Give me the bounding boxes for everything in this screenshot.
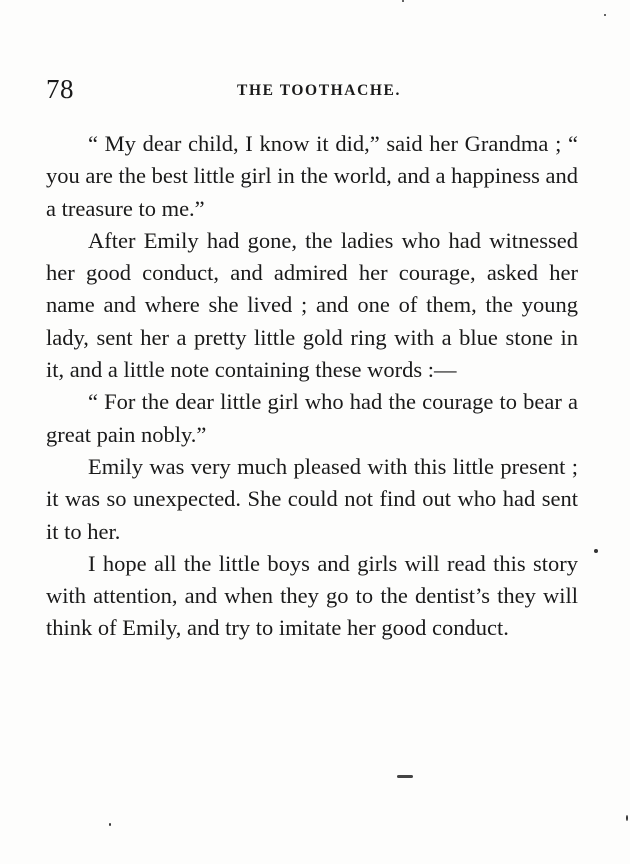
page-number: 78 [46, 74, 74, 104]
ink-speck [109, 823, 111, 826]
ink-speck [626, 815, 628, 821]
ink-speck [594, 549, 598, 553]
running-head [46, 70, 582, 110]
running-title: THE TOOTHACHE. [237, 82, 401, 99]
paragraph-ring-gift: After Emily had gone, the ladies who had witnessed her good conduct, and admired her courage, asked her name and where she lived ; and one of them, the young lady, sent her a pretty little gold ring with a blue stone in it, and a little note containing these words :— [46, 227, 578, 383]
printer-mark [397, 775, 413, 778]
ink-speck [604, 14, 606, 16]
body-text [46, 128, 578, 645]
ink-speck [402, 0, 404, 2]
paragraph-note-text: “ For the dear little girl who had the courage to bear a great pain nobly.” [46, 389, 578, 447]
paragraph-moral: I hope all the little boys and girls will read this story with attention, and when they go to the dentist’s they will think of Emily, and try to imitate her good conduct. [46, 550, 578, 641]
paragraph-grandma-reply: “ My dear child, I know it did,” said her Grandma ; “ you are the best little girl in the world, and a happiness and a treasure to me.” [46, 131, 578, 221]
paragraph-emily-pleased: Emily was very much pleased with this little present ; it was so unexpected. She could not find out who had sent it to her. [46, 453, 578, 544]
